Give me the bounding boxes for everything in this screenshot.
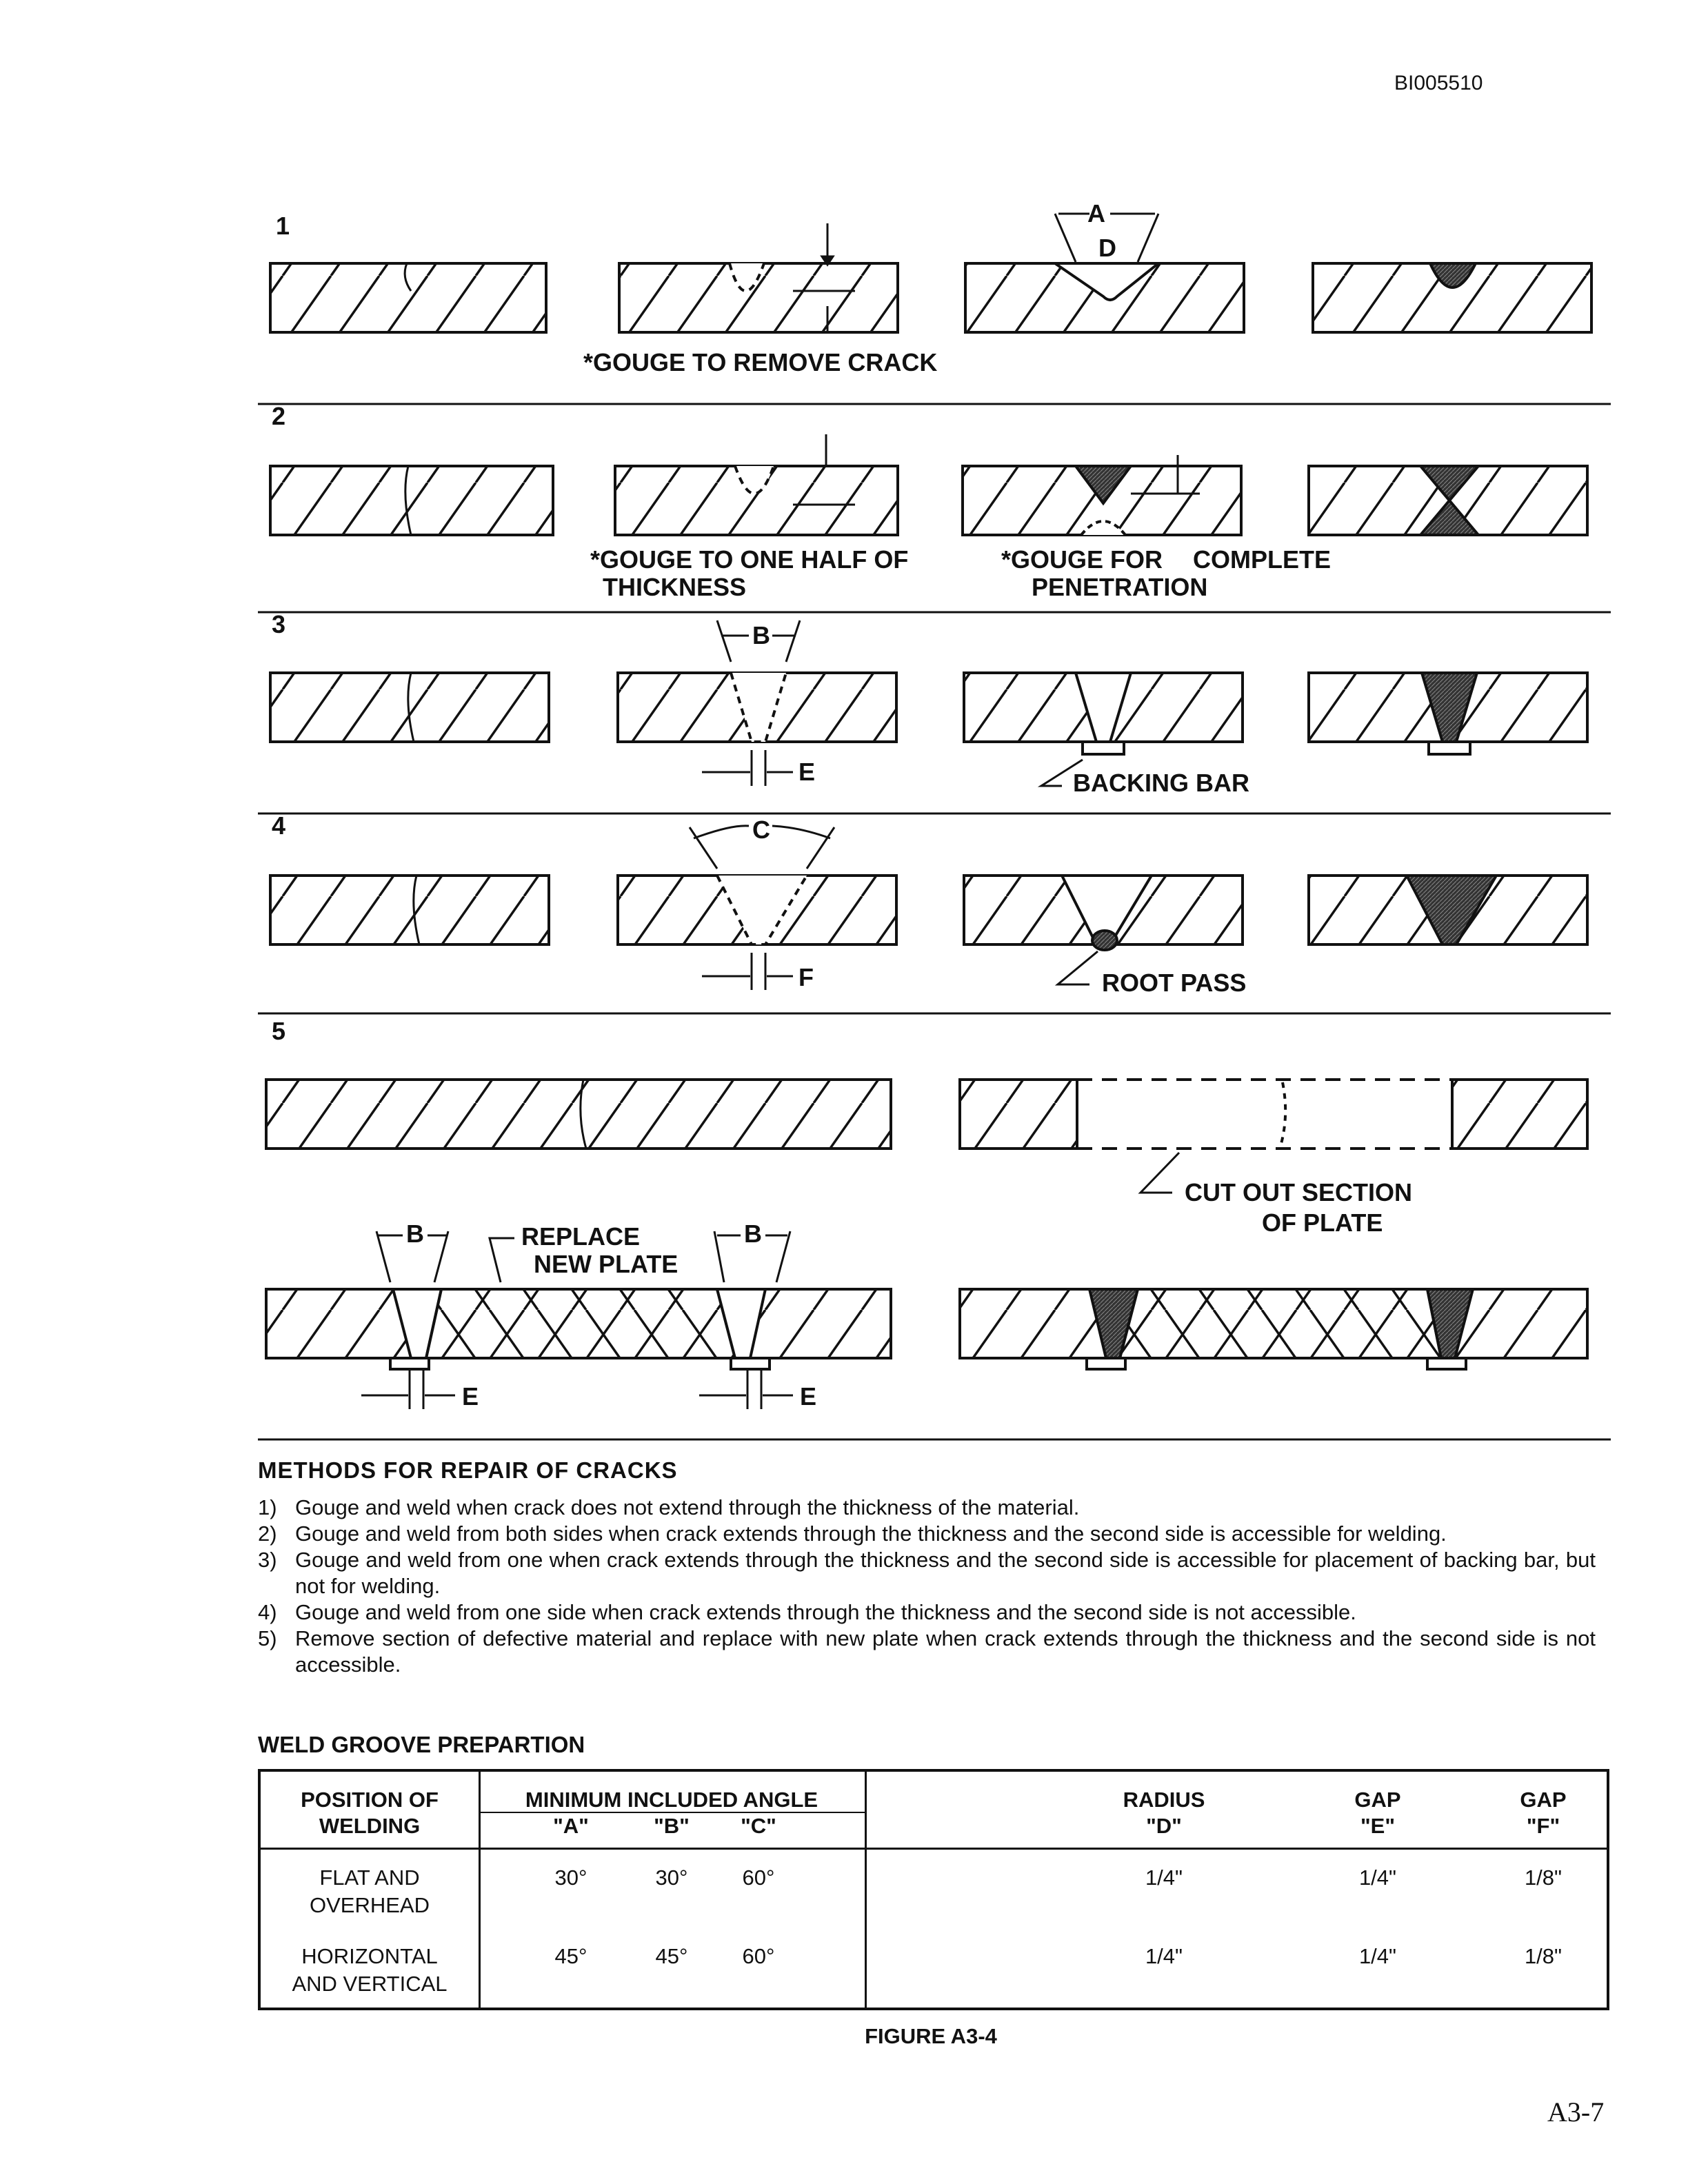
row-2-caption-complete-3: PENETRATION [1032, 573, 1208, 601]
list-item: 1) Gouge and weld when crack does not extend through the thickness of the material. [258, 1495, 1080, 1519]
cell-c: 60° [742, 1944, 775, 1968]
cell-c: 60° [742, 1866, 775, 1890]
row-number-2: 2 [272, 402, 286, 430]
header-radius: RADIUS "D" [1123, 1788, 1205, 1838]
row-3-caption-backing-bar: BACKING BAR [1073, 769, 1249, 797]
table-row-position: FLAT AND OVERHEAD [310, 1866, 430, 1917]
label-F: F [798, 963, 814, 991]
cell-b: 45° [655, 1944, 688, 1968]
header-gap-f: GAP "F" [1520, 1788, 1567, 1838]
table-divider [261, 1848, 1607, 1850]
row-2-caption-complete-2: COMPLETE [1193, 545, 1332, 574]
row-number-3: 3 [272, 610, 286, 638]
header-position: POSITION OF WELDING [301, 1788, 439, 1838]
methods-list [258, 1495, 1596, 1678]
header-angle: MINIMUM INCLUDED ANGLE [525, 1788, 818, 1812]
label-E-right: E [800, 1382, 817, 1410]
row-5-caption-replace: REPLACE [521, 1222, 641, 1251]
row-2-caption-half-2: THICKNESS [603, 573, 747, 601]
cell-b: 30° [655, 1866, 688, 1890]
row-5-caption-of-plate: OF PLATE [1262, 1209, 1383, 1237]
row-3-plates [270, 673, 1587, 754]
header-gap-e: GAP "E" [1354, 1788, 1401, 1838]
label-B-right: B [744, 1220, 762, 1248]
row-2-caption-half-1: *GOUGE TO ONE HALF OF [590, 545, 909, 574]
cell-e: 1/4" [1358, 1944, 1397, 1968]
cutout-leader [1141, 1153, 1179, 1193]
cell-f: 1/8" [1524, 1866, 1563, 1890]
cell-e: 1/4" [1358, 1866, 1397, 1890]
label-A: A [1087, 199, 1105, 228]
label-B-left: B [406, 1220, 424, 1248]
row-5-cutout-outline [1077, 1080, 1452, 1149]
row-5-caption-new-plate: NEW PLATE [534, 1250, 679, 1278]
methods-title: METHODS FOR REPAIR OF CRACKS [258, 1457, 678, 1483]
table-row-position: HORIZONTAL AND VERTICAL [292, 1944, 448, 1996]
row-number-1: 1 [276, 212, 290, 240]
list-item: 2) Gouge and weld from both sides when crack extends through the thickness and the second side is accessible for welding. [258, 1521, 1447, 1546]
label-E-left: E [462, 1382, 479, 1410]
row-number-4: 4 [272, 811, 286, 840]
row-5-plates-bottom [266, 1289, 1587, 1369]
label-C: C [752, 816, 770, 844]
row-2-plates [270, 466, 1587, 535]
cell-a: 45° [554, 1944, 587, 1968]
label-B: B [752, 621, 770, 649]
groove-title: WELD GROOVE PREPARTION [258, 1732, 585, 1757]
list-item: 3) Gouge and weld from one when crack extends through the thickness and the second side is accessible for placement of backing bar, but not for welding. [258, 1548, 1596, 1598]
header-angle-a: "A" [553, 1814, 589, 1838]
label-E: E [798, 758, 816, 786]
row-4-caption-root-pass: ROOT PASS [1102, 969, 1247, 997]
label-D: D [1098, 234, 1116, 262]
document-id: BI005510 [1394, 72, 1483, 94]
cell-d: 1/4" [1145, 1944, 1183, 1968]
row-5-caption-cut-out: CUT OUT SECTION [1185, 1178, 1412, 1206]
row-5-plates-top [266, 1080, 1587, 1149]
row-1-caption: *GOUGE TO REMOVE CRACK [583, 348, 938, 376]
table-divider [865, 1772, 867, 2008]
row-number-5: 5 [272, 1017, 286, 1045]
cell-a: 30° [554, 1866, 587, 1890]
list-item: 4) Gouge and weld from one side when crack extends through the thickness and the second side is not accessible. [258, 1600, 1356, 1624]
row-1-plates [270, 263, 1591, 332]
list-item: 5) Remove section of defective material and replace with new plate when crack extends through the thickness and the second side is not accessible. [258, 1626, 1596, 1677]
header-angle-b: "B" [654, 1814, 690, 1838]
header-angle-c: "C" [741, 1814, 776, 1838]
cell-f: 1/8" [1524, 1944, 1563, 1968]
weld-groove-table [258, 1769, 1609, 2010]
row-2-caption-complete-1: *GOUGE FOR [1001, 545, 1163, 574]
row-4-plates [270, 876, 1587, 950]
page-number: A3-7 [1547, 2096, 1605, 2127]
cell-d: 1/4" [1145, 1866, 1183, 1890]
figure-caption: FIGURE A3-4 [865, 2024, 997, 2048]
